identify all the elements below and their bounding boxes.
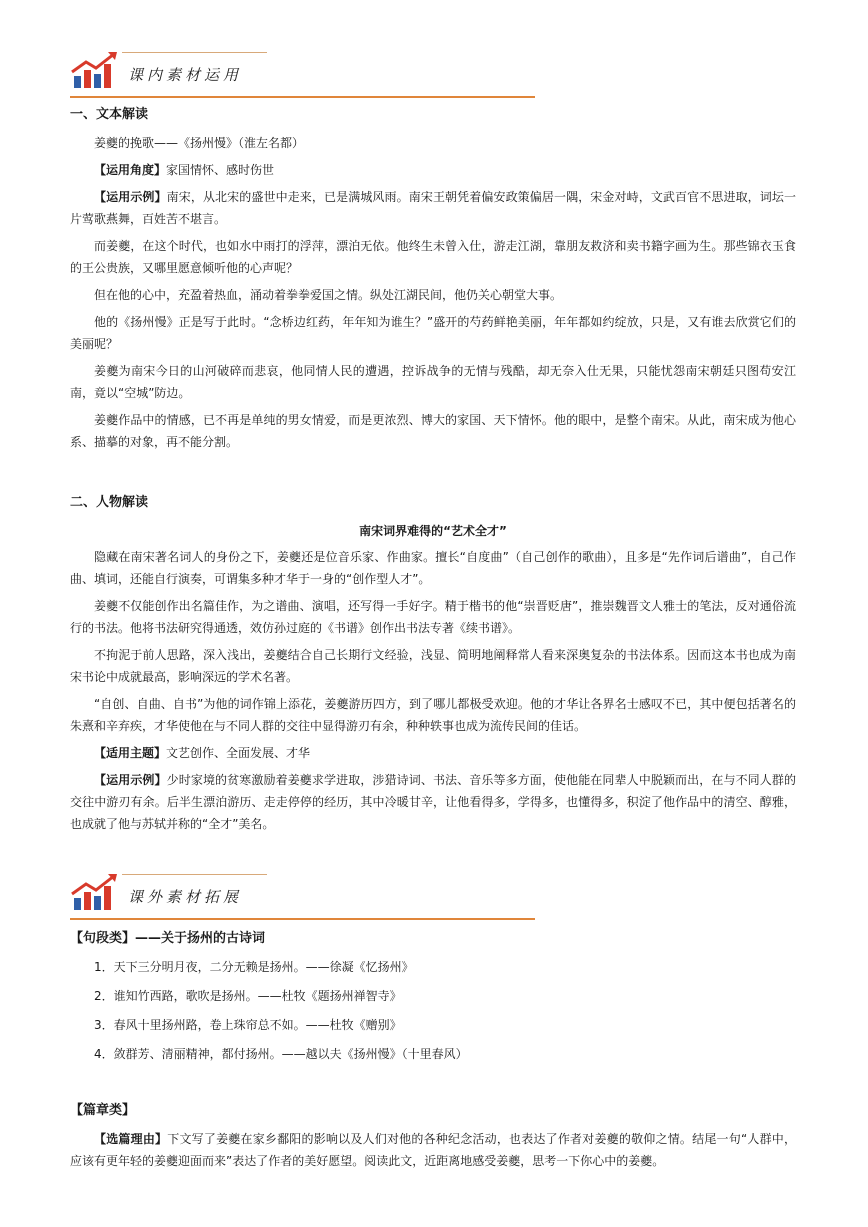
banner-topline — [122, 874, 267, 875]
section-heading: 【句段类】——关于扬州的古诗词 — [70, 931, 266, 946]
paragraph: 姜夔作品中的情感，已不再是单纯的男女情爱，而是更浓烈、博大的家国、天下情怀。他的眼中，是整个南宋。从此，南宋成为他心系、描摹的对象，再不能分割。 — [70, 413, 796, 449]
paragraph: 姜夔不仅能创作出名篇佳作，为之谱曲、演唱，还写得一手好字。精于楷书的他“崇晋贬唐”，推崇魏晋文人雅士的笔法，反对通俗流行的书法。他将书法研究得通透，效仿孙过庭的《书谱》创作出书法专著《续书谱》。 — [70, 599, 796, 635]
paragraph: 而姜夔，在这个时代，也如水中雨打的浮萍，漂泊无依。他终生未曾入仕，游走江湖，靠朋友救济和卖书籍字画为生。那些锦衣玉食的王公贵族，又哪里愿意倾听他的心声呢？ — [70, 239, 796, 275]
angle-text: 家国情怀、感时伤世 — [166, 163, 275, 177]
banner-divider — [70, 96, 535, 98]
list-item: 4．敛群芳、清丽精神，都付扬州。——越以夫《扬州慢》（十里春风） — [94, 1047, 468, 1061]
reason-text: 下文写了姜夔在家乡鄱阳的影响以及人们对他的各种纪念活动，也表达了作者对姜夔的敬仰之情。结尾一句“人群中，应该有更年轻的姜夔迎面而来”表达了作者的美好愿望。阅读此文，近距离地感受姜夔，思考一下你心中的姜夔。 — [70, 1132, 796, 1168]
reason-label: 【选篇理由】 — [94, 1132, 168, 1146]
example-text: 南宋，从北宋的盛世中走来，已是满城风雨。南宋王朝凭着偏安政策偏居一隅，宋金对峙，文武百官不思进取，词坛一片莺歌燕舞，百姓苦不堪言。 — [70, 190, 796, 226]
paragraph: “自创、自曲、自书”为他的词作锦上添花，姜夔游历四方，到了哪儿都极受欢迎。他的才华让各界名士感叹不已，其中便包括著名的朱熹和辛弃疾，才华使他在与不同人群的交往中显得游刃有余，种种轶事也成为流传民间的佳话。 — [70, 697, 796, 733]
example-paragraph — [70, 769, 796, 835]
growth-chart-icon — [70, 872, 122, 912]
banner-title: 课内素材运用 — [128, 66, 243, 84]
theme-paragraph — [70, 742, 796, 764]
list-item: 1．天下三分明月夜，二分无赖是扬州。——徐凝《忆扬州》 — [94, 960, 414, 974]
list-item: 2．谁知竹西路，歌吹是扬州。——杜牧《题扬州禅智寺》 — [94, 989, 402, 1003]
example-label: 【运用示例】 — [94, 190, 167, 204]
paragraph: 他的《扬州慢》正是写于此时。“念桥边红药，年年知为谁生？”盛开的芍药鲜艳美丽，年年都如约绽放，只是，又有谁去欣赏它们的美丽呢？ — [70, 315, 796, 351]
example-paragraph — [70, 186, 796, 230]
reason-paragraph — [70, 1128, 796, 1172]
paragraph: 姜夔为南宋今日的山河破碎而悲哀，他同情人民的遭遇，控诉战争的无情与残酷，却无奈入仕无果，只能忧怨南宋朝廷只图苟安江南，竟以“空城”防边。 — [70, 364, 796, 400]
section-heading: 【篇章类】 — [70, 1103, 136, 1118]
example-text: 少时家境的贫寒激励着姜夔求学进取，涉猎诗词、书法、音乐等多方面，使他能在同辈人中脱颖而出，在与不同人群的交往中游刃有余。后半生漂泊游历、走走停停的经历，其中冷暖甘辛，让他看得多，学得多，也懂得多，积淀了他作品中的清空、醇雅，也成就了他与苏轼并称的“全才”美名。 — [70, 773, 796, 831]
section-heading: 一、文本解读 — [70, 107, 149, 122]
section-banner-in-class — [70, 50, 535, 98]
section-heading: 二、人物解读 — [70, 495, 149, 510]
growth-chart-icon — [70, 50, 122, 90]
paragraph: 隐藏在南宋著名词人的身份之下，姜夔还是位音乐家、作曲家。擅长“自度曲”（自己创作的歌曲），且多是“先作词后谱曲”，自己作曲、填词，还能自行演奏，可谓集多种才华于一身的“创作型人才”。 — [70, 550, 796, 586]
poem-subtitle: 姜夔的挽歌——《扬州慢》（淮左名都） — [94, 136, 305, 150]
theme-text: 文艺创作、全面发展、才华 — [166, 746, 311, 760]
article-title: 南宋词界难得的“艺术全才” — [359, 524, 507, 538]
example-label: 【运用示例】 — [94, 773, 167, 787]
section-banner-extracurricular — [70, 872, 535, 920]
banner-topline — [122, 52, 267, 53]
section-text-analysis — [70, 104, 796, 458]
angle-label: 【运用角度】 — [94, 163, 167, 177]
paragraph: 不拘泥于前人思路，深入浅出，姜夔结合自己长期行文经验，浅显、简明地阐释常人看来深奥复杂的书法体系。因而这本书也成为南宋书论中成就最高，影响深远的学术名著。 — [70, 648, 796, 684]
section-articles — [70, 1100, 796, 1177]
angle-paragraph — [70, 159, 796, 181]
paragraph: 但在他的心中，充盈着热血，涌动着拳拳爱国之情。纵处江湖民间，他仍关心朝堂大事。 — [94, 288, 563, 302]
section-person-analysis — [70, 492, 796, 840]
list-item: 3．春风十里扬州路，卷上珠帘总不如。——杜牧《赠别》 — [94, 1018, 402, 1032]
banner-title: 课外素材拓展 — [128, 888, 243, 906]
section-poems — [70, 928, 796, 1072]
banner-divider — [70, 918, 535, 920]
theme-label: 【适用主题】 — [94, 746, 167, 760]
